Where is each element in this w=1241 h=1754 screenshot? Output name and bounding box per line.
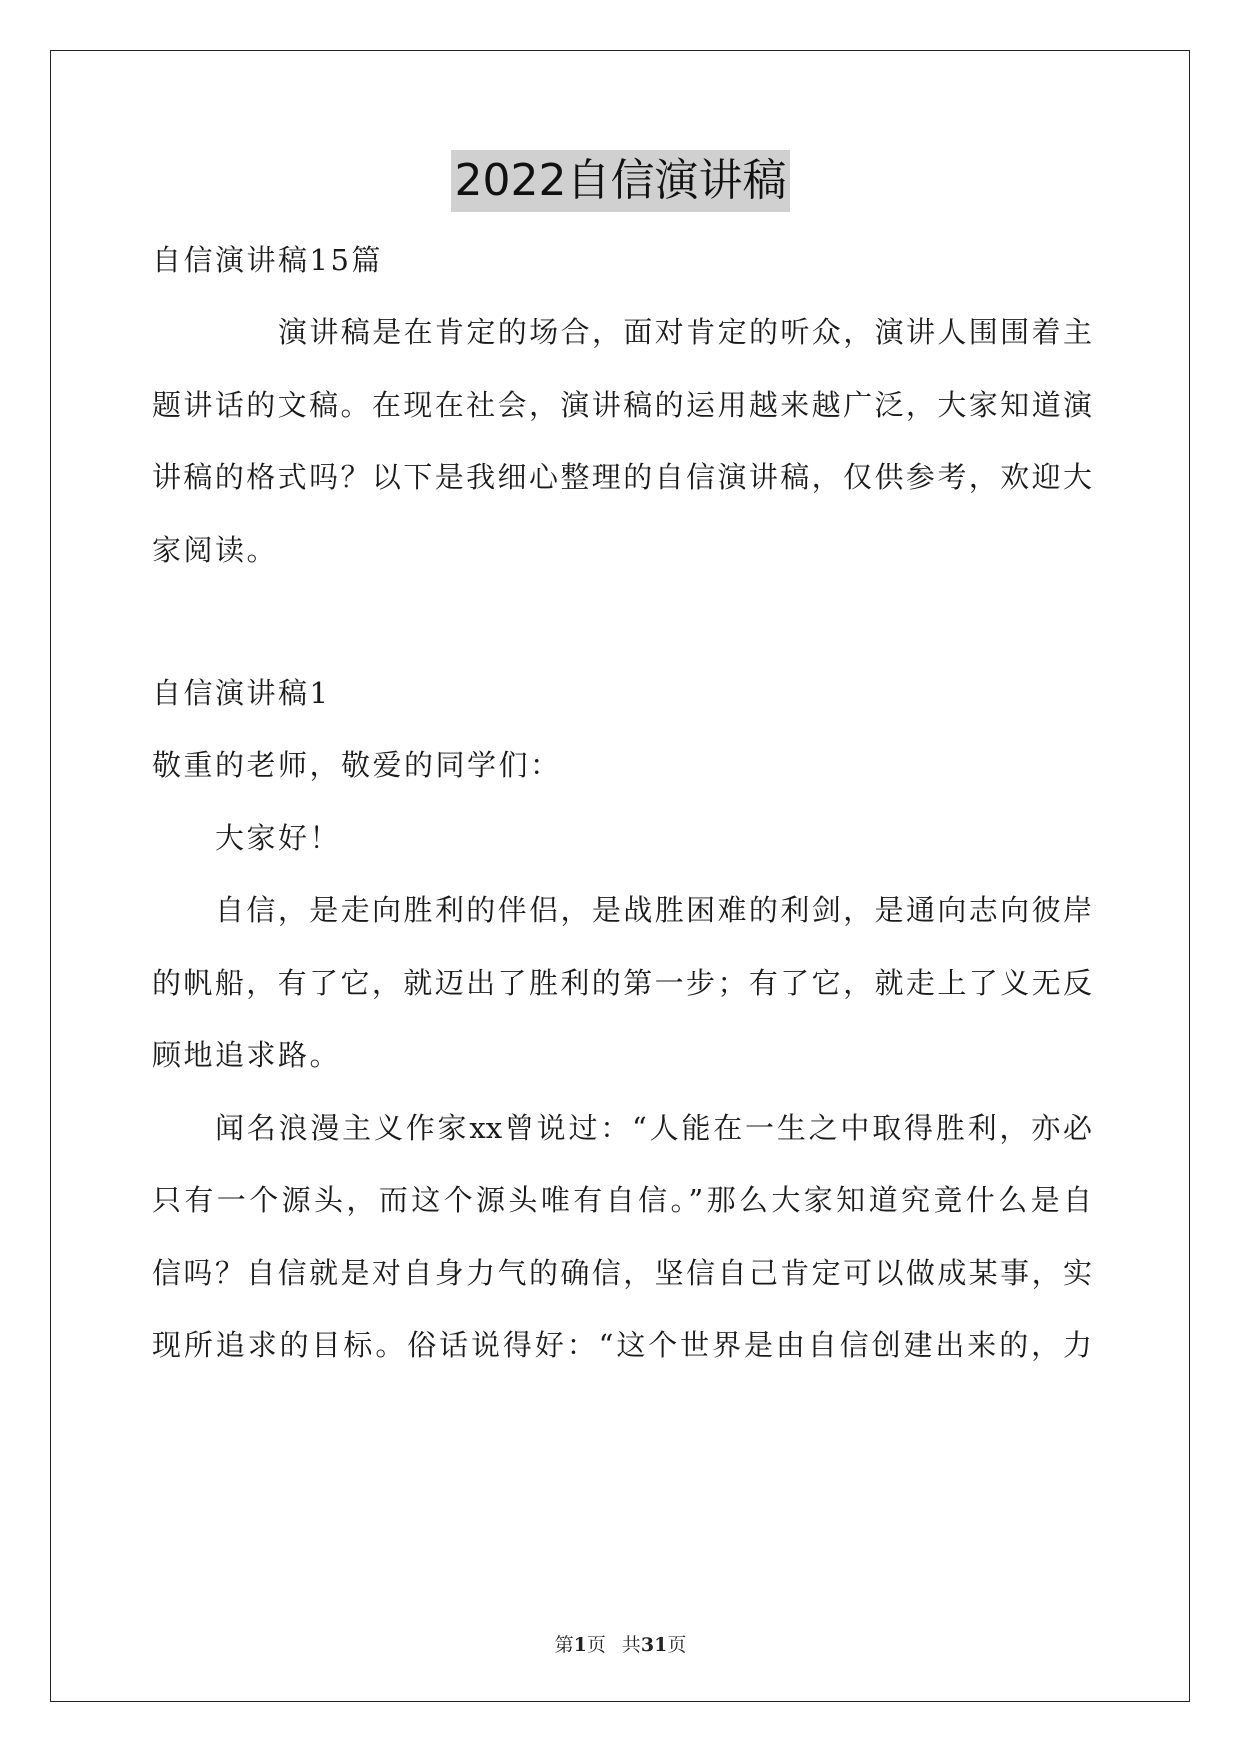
- salutation: 敬重的老师，敬爱的同学们：: [152, 748, 562, 782]
- footer-total-pages: 31: [640, 1634, 668, 1656]
- subtitle: 自信演讲稿15篇: [152, 243, 383, 277]
- para2-line-4: 现所追求的目标。俗话说得好：“这个世界是由自信创建出来的，力: [152, 1328, 1092, 1362]
- title-container: [0, 150, 1241, 212]
- section-heading: 自信演讲稿1: [152, 676, 331, 710]
- document-title: 2022自信演讲稿: [451, 150, 791, 212]
- footer-page-prefix: 第: [554, 1634, 574, 1656]
- para1-line-3: 顾地追求路。: [152, 1038, 342, 1072]
- footer-page-number: 1: [573, 1634, 587, 1656]
- footer-total-prefix: 共: [621, 1634, 641, 1656]
- intro-line-1: 演讲稿是在肯定的场合，面对肯定的听众，演讲人围围着主: [278, 315, 1092, 349]
- para2-line-2: 只有一个源头，而这个源头唯有自信。”那么大家知道究竟什么是自: [152, 1183, 1092, 1217]
- para1-line-2: 的帆船，有了它，就迈出了胜利的第一步；有了它，就走上了义无反: [152, 966, 1092, 1000]
- intro-line-3: 讲稿的格式吗？以下是我细心整理的自信演讲稿，仅供参考，欢迎大: [152, 460, 1092, 494]
- page-border: [50, 50, 1190, 1702]
- para1-line-1: 自信，是走向胜利的伴侣，是战胜困难的利剑，是通向志向彼岸: [215, 893, 1092, 927]
- greeting: 大家好！: [215, 821, 342, 855]
- footer-total-unit: 页: [667, 1634, 687, 1656]
- page-footer: [0, 1633, 1241, 1657]
- intro-line-2: 题讲话的文稿。在现在社会，演讲稿的运用越来越广泛，大家知道演: [152, 388, 1092, 422]
- para2-line-1: 闻名浪漫主义作家xx曾说过：“人能在一生之中取得胜利，亦必: [215, 1111, 1092, 1145]
- para2-line-3: 信吗？自信就是对自身力气的确信，坚信自己肯定可以做成某事，实: [152, 1256, 1092, 1290]
- footer-page-unit: 页: [586, 1634, 606, 1656]
- intro-line-4: 家阅读。: [152, 533, 279, 567]
